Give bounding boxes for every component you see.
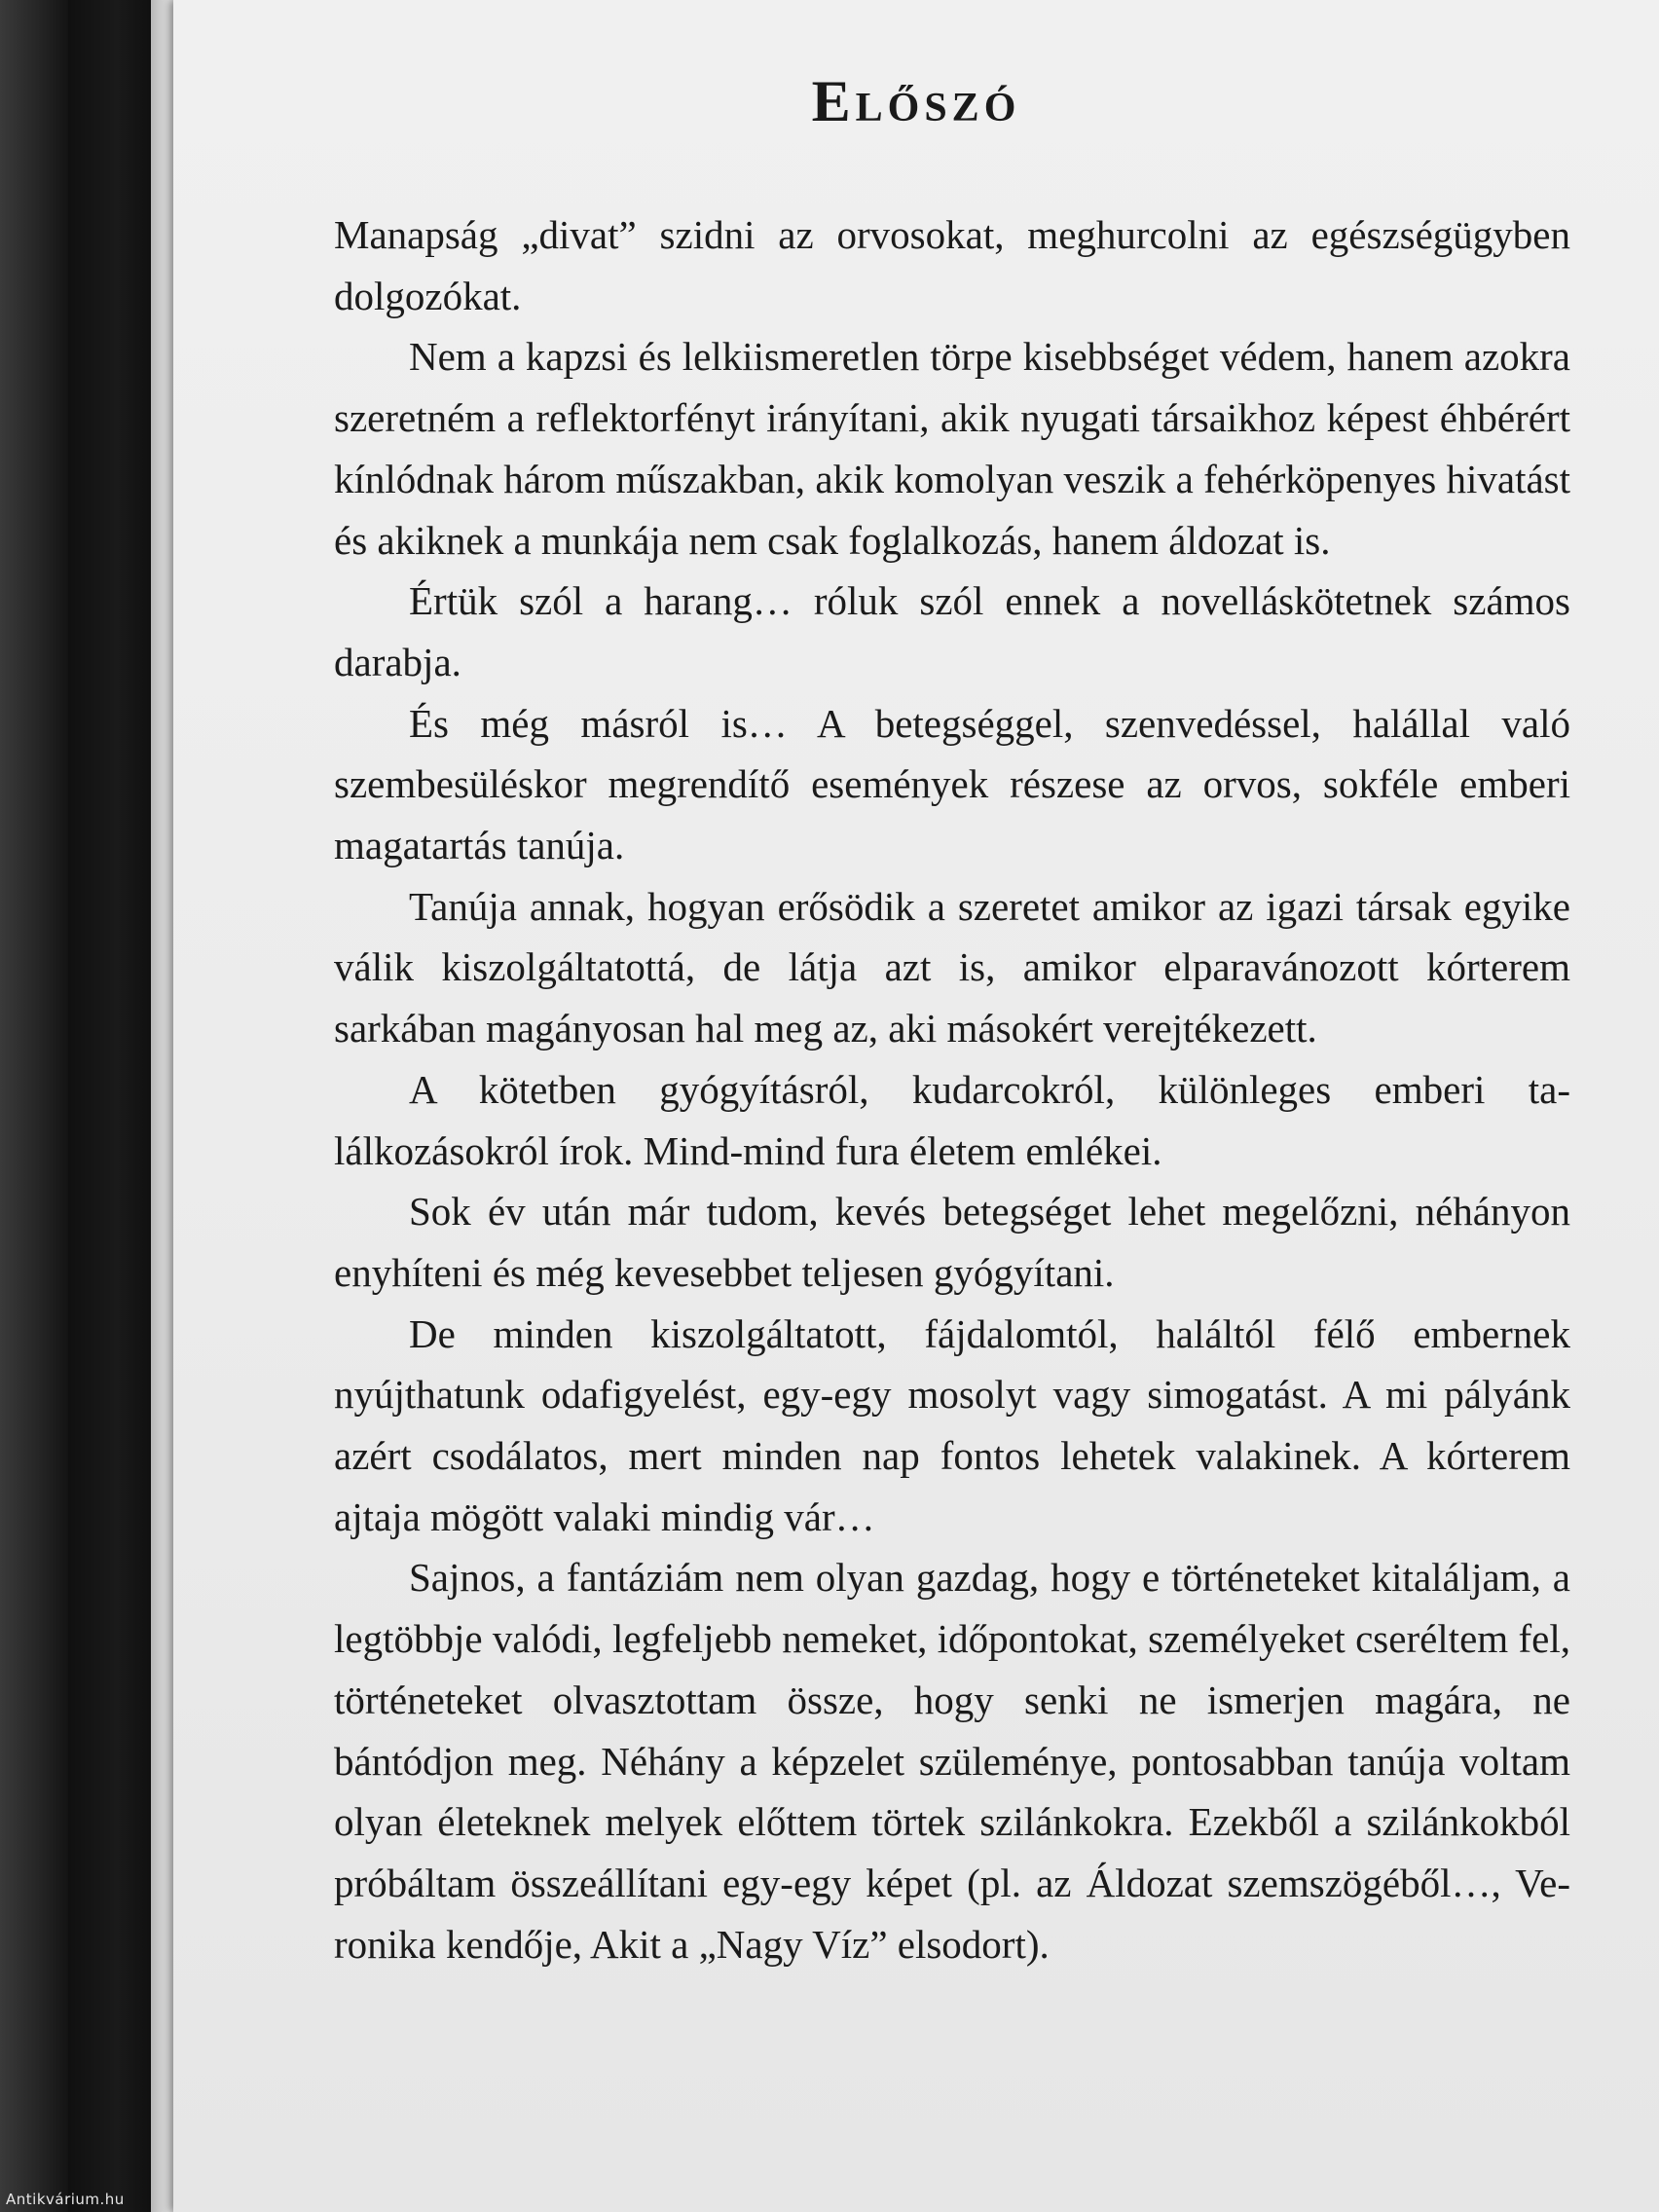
- paragraph-1: Manapság „divat” szidni az orvosokat, meghurcolni az egészségügyben dolgozókat.: [334, 212, 1570, 318]
- left-background-shadow: [0, 0, 68, 2212]
- paragraph-3: Értük szól a harang… róluk szól ennek a novelláskötetnek számos darabja.: [334, 578, 1570, 684]
- book-page: [173, 0, 1659, 2212]
- paragraph-9: Sajnos, a fantáziám nem olyan gazdag, hogy e történeteket kitaláljam, a legtöbbje valódi, legfeljebb nemeket, időpontokat, személyeket cseréltem fel, történeteket olvasztottam össze, hogy senki ne ismerjen magára, ne bántódjon meg. Néhány a képzelet szüleménye, pontosabban tanúja voltam olyan életeknek melyek előttem törtek szilánkokra. Ezekből a szilánkokból próbáltam összeállítani egy-egy képet (pl. az Áldozat szemszögéből…, Veronika kendője, Akit a „Nagy Víz” elsodort).: [334, 1555, 1570, 1967]
- paragraph-8: De minden kiszolgáltatott, fájdalomtól, haláltól félő embernek nyújthatunk odafigyelést, egy-egy mosolyt vagy simogatást. A mi pályánk azért csodálatos, mert minden nap fontos lehetek valakinek. A kórterem ajtaja mögött valaki mindig vár…: [334, 1310, 1570, 1539]
- paragraph-5: Tanúja annak, hogyan erősödik a szeretet amikor az igazi társak egyike válik kiszolgáltatottá, de látja azt is, amikor elparavánozott kórterem sarkában magányosan hal meg az, aki másokért verejtékezett.: [334, 883, 1570, 1051]
- paragraph-7: Sok év után már tudom, kevés betegséget lehet megelőzni, néhányon enyhíteni és még kevesebbet teljesen gyógyítani.: [334, 1189, 1570, 1295]
- watermark: Antikvárium.hu: [6, 2191, 125, 2208]
- paragraph-6: A kötetben gyógyításról, kudarcokról, különleges emberi találkozásokról írok. Mind-mind fura életem emlékei.: [334, 1066, 1570, 1173]
- paragraph-4: És még másról is… A betegséggel, szenvedéssel, halállal való szembesüléskor megrendítő események részese az orvos, sokféle emberi magatartás tanúja.: [334, 700, 1570, 868]
- body-text: [334, 204, 1570, 1974]
- chapter-title: Előszó: [811, 69, 1021, 133]
- paragraph-2: Nem a kapzsi és lelkiismeretlen törpe kisebbséget védem, hanem azokra szeretném a reflektorfényt irányítani, akik nyugati társaikhoz képest éhbérért kínlódnak három műszakban, akik komolyan veszik a fehérköpenyes hivatást és akiknek a munkája nem csak foglalkozás, hanem áldozat is.: [334, 334, 1570, 563]
